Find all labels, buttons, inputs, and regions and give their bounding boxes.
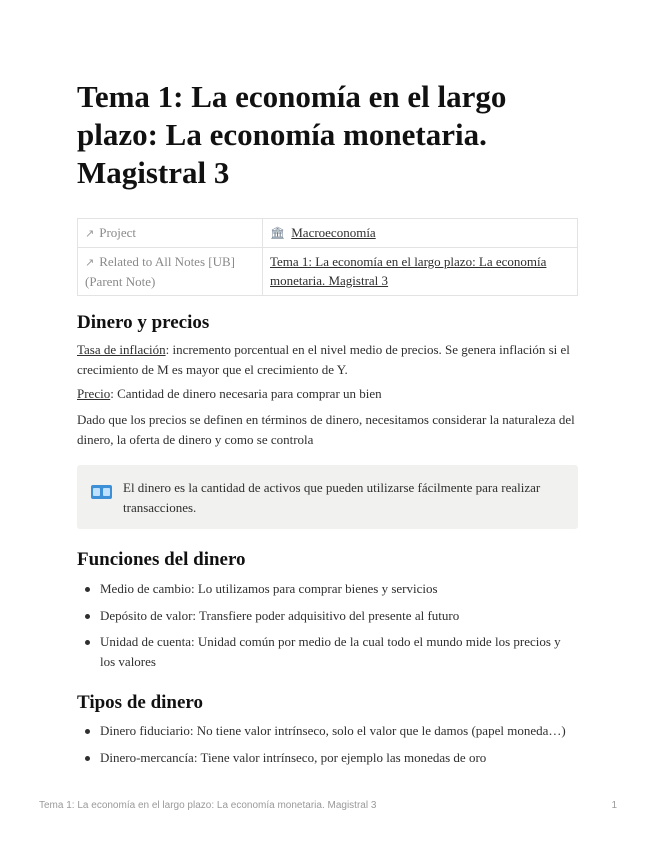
properties-table: [77, 218, 578, 296]
property-value: [263, 219, 578, 248]
callout: [77, 465, 578, 529]
list-item: Unidad de cuenta: Unidad común por medio de la cual todo el mundo mide los precios y los valores: [77, 632, 578, 671]
list-item: Dinero fiduciario: No tiene valor intrínseco, solo el valor que le damos (papel moneda…): [77, 721, 578, 741]
list-item: Medio de cambio: Lo utilizamos para comprar bienes y servicios: [77, 579, 578, 599]
arrow-up-right-icon: ↗: [85, 256, 95, 269]
list-item: Dinero-mercancía: Tiene valor intrínseco, por ejemplo las monedas de oro: [77, 748, 578, 768]
footer-title: Tema 1: La economía en el largo plazo: La economía monetaria. Magistral 3: [39, 800, 377, 811]
heading-tipos: Tipos de dinero: [77, 692, 204, 713]
paragraph-inflacion: [77, 340, 578, 379]
money-icon: [91, 485, 112, 499]
paragraph-precio: [77, 384, 578, 404]
property-key: [78, 248, 263, 296]
heading-dinero-precios: Dinero y precios: [77, 312, 210, 333]
property-key-label: Related to All Notes [UB] (Parent Note): [85, 254, 235, 289]
property-row-project: [78, 219, 578, 248]
list-tipos: [77, 721, 578, 774]
project-link[interactable]: Macroeconomía: [291, 225, 376, 240]
property-row-related: [78, 248, 578, 296]
definition-precio: : Cantidad de dinero necesaria para comprar un bien: [110, 386, 382, 401]
arrow-up-right-icon: ↗: [85, 227, 95, 240]
definition-inflacion: : incremento porcentual en el nivel medio de precios. Se genera inflación si el crecimiento de M es mayor que el crecimiento de Y.: [77, 342, 570, 377]
bank-icon: 🏛: [270, 226, 286, 240]
list-funciones: [77, 579, 578, 678]
list-item: Depósito de valor: Transfiere poder adquisitivo del presente al futuro: [77, 606, 578, 626]
property-value: [263, 248, 578, 296]
paragraph-naturaleza: Dado que los precios se definen en términos de dinero, necesitamos considerar la naturaleza del dinero, la oferta de dinero y como se controla: [77, 412, 575, 447]
callout-text: El dinero es la cantidad de activos que pueden utilizarse fácilmente para realizar transacciones.: [123, 480, 541, 515]
page-number: 1: [611, 800, 617, 811]
property-key-label: Project: [99, 225, 137, 240]
term-precio: Precio: [77, 386, 111, 401]
page-title: Tema 1: La economía en el largo plazo: La economía monetaria. Magistral 3: [77, 79, 507, 190]
heading-funciones: Funciones del dinero: [77, 549, 246, 570]
property-key: [78, 219, 263, 248]
page-footer: [39, 800, 617, 811]
parent-note-link[interactable]: Tema 1: La economía en el largo plazo: La economía monetaria. Magistral 3: [270, 254, 547, 288]
term-inflacion: Tasa de inflación: [77, 342, 166, 357]
